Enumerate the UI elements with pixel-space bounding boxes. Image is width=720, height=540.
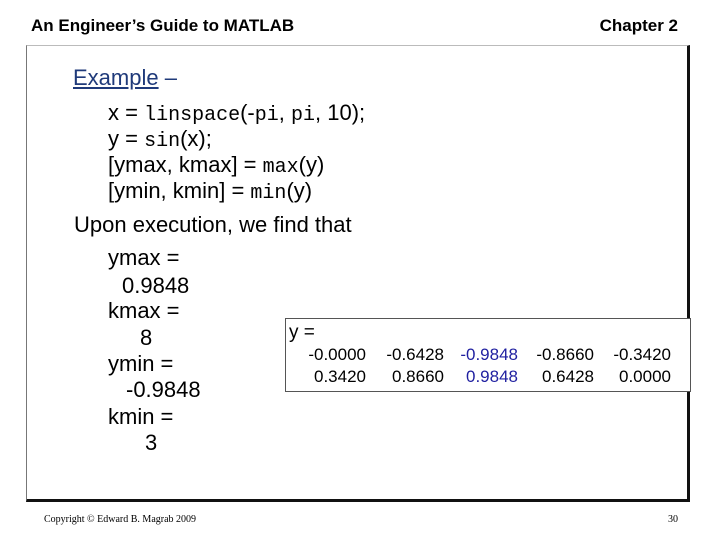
page-number: 30 xyxy=(668,514,678,525)
y-value: 0.6428 xyxy=(542,367,594,386)
y-output-box xyxy=(285,318,691,392)
y-value: 0.0000 xyxy=(619,367,671,386)
y-value-max: 0.9848 xyxy=(466,367,518,386)
kmax-label: kmax = xyxy=(108,298,180,323)
y-value: 0.3420 xyxy=(314,367,366,386)
copyright-text: Copyright © Edward B. Magrab 2009 xyxy=(44,514,197,525)
chapter-label: Chapter 2 xyxy=(599,16,678,35)
y-value: -0.0000 xyxy=(308,345,366,364)
y-value: -0.3420 xyxy=(613,345,671,364)
kmin-value: 3 xyxy=(145,430,158,455)
intro-text: Upon execution, we find that xyxy=(74,212,352,237)
example-heading xyxy=(73,65,177,91)
ymin-value: -0.9848 xyxy=(126,377,201,402)
function-name: max xyxy=(262,156,299,179)
y-value-min: -0.9848 xyxy=(460,345,518,364)
function-name: sin xyxy=(144,130,181,153)
y-value: -0.8660 xyxy=(536,345,594,364)
example-dash: – xyxy=(158,65,177,90)
ymin-label: ymin = xyxy=(108,351,174,376)
code-line-1: x = linspace(-pi, pi, 10); xyxy=(108,100,366,127)
ymax-value: 0.9848 xyxy=(122,273,190,298)
kmax-value: 8 xyxy=(140,325,153,350)
header-title: An Engineer’s Guide to MATLAB xyxy=(31,16,295,35)
example-label: Example xyxy=(73,65,159,90)
code-line-3: [ymax, kmax] = max(y) xyxy=(108,152,325,179)
function-name: linspace xyxy=(144,104,241,127)
y-value: 0.8660 xyxy=(392,367,444,386)
code-line-2: y = sin(x); xyxy=(108,126,212,153)
function-name: min xyxy=(250,182,287,205)
kmin-label: kmin = xyxy=(108,404,174,429)
ymax-label: ymax = xyxy=(108,245,180,270)
y-output-label: y = xyxy=(289,322,315,343)
y-value: -0.6428 xyxy=(386,345,444,364)
code-line-4: [ymin, kmin] = min(y) xyxy=(108,178,313,205)
